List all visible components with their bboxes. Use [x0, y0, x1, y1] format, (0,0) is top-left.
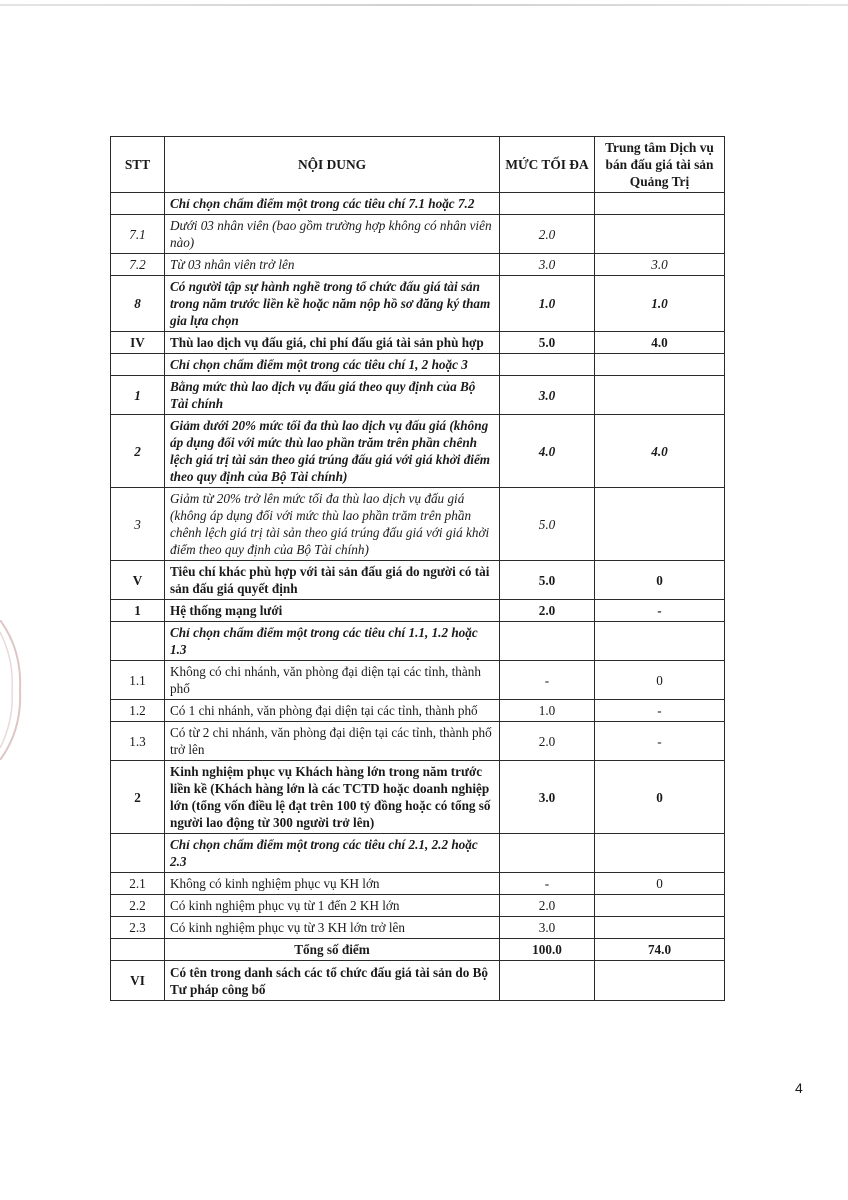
red-stamp-fragment-icon: [0, 620, 24, 760]
row-stt: 2.1: [111, 873, 165, 895]
section-vi-score: [595, 961, 725, 1001]
row-stt: 8: [111, 276, 165, 332]
row-center-score: 0: [595, 661, 725, 700]
row-center-score: [595, 488, 725, 561]
row-max-score: [500, 354, 595, 376]
row-stt: V: [111, 561, 165, 600]
row-center-score: [595, 834, 725, 873]
row-center-score: -: [595, 600, 725, 622]
section-vi-stt: VI: [111, 961, 165, 1001]
table-row: [111, 661, 725, 700]
header-muc-toi-da: MỨC TỐI ĐA: [500, 137, 595, 193]
section-vi-content: Có tên trong danh sách các tổ chức đấu giá tài sản do Bộ Tư pháp công bố: [165, 961, 500, 1001]
total-row: [111, 939, 725, 961]
row-stt: 2: [111, 761, 165, 834]
row-max-score: [500, 193, 595, 215]
row-center-score: [595, 917, 725, 939]
total-stt: [111, 939, 165, 961]
table-row: [111, 834, 725, 873]
section-vi-max: [500, 961, 595, 1001]
table-row: [111, 193, 725, 215]
row-max-score: -: [500, 661, 595, 700]
row-content: Thù lao dịch vụ đấu giá, chi phí đấu giá tài sản phù hợp: [165, 332, 500, 354]
scan-top-edge: [0, 4, 848, 6]
table-row: [111, 917, 725, 939]
row-stt: 3: [111, 488, 165, 561]
row-content: Có người tập sự hành nghề trong tổ chức đấu giá tài sản trong năm trước liền kề hoặc năm nộp hồ sơ đăng ký tham gia lựa chọn: [165, 276, 500, 332]
scoring-sheet: [110, 136, 725, 1001]
table-row: [111, 332, 725, 354]
total-score: 74.0: [595, 939, 725, 961]
table-row: [111, 354, 725, 376]
table-row: [111, 376, 725, 415]
table-row: [111, 276, 725, 332]
row-content: Không có kinh nghiệm phục vụ KH lớn: [165, 873, 500, 895]
page-number: 4: [795, 1080, 803, 1096]
row-stt: IV: [111, 332, 165, 354]
table-row: [111, 722, 725, 761]
row-max-score: 2.0: [500, 215, 595, 254]
row-center-score: [595, 622, 725, 661]
row-center-score: 0: [595, 561, 725, 600]
row-max-score: 5.0: [500, 488, 595, 561]
row-max-score: 2.0: [500, 722, 595, 761]
row-stt: [111, 834, 165, 873]
section-vi-row: [111, 961, 725, 1001]
table-row: [111, 895, 725, 917]
row-max-score: 3.0: [500, 376, 595, 415]
row-stt: 1.3: [111, 722, 165, 761]
row-max-score: 2.0: [500, 895, 595, 917]
row-stt: 1.2: [111, 700, 165, 722]
row-content: Hệ thống mạng lưới: [165, 600, 500, 622]
row-content: Chỉ chọn chấm điểm một trong các tiêu chí 7.1 hoặc 7.2: [165, 193, 500, 215]
row-max-score: 1.0: [500, 700, 595, 722]
row-stt: 2.2: [111, 895, 165, 917]
row-center-score: 4.0: [595, 415, 725, 488]
row-center-score: 3.0: [595, 254, 725, 276]
row-content: Tiêu chí khác phù hợp với tài sản đấu giá do người có tài sản đấu giá quyết định: [165, 561, 500, 600]
row-max-score: [500, 622, 595, 661]
table-row: [111, 761, 725, 834]
row-max-score: 5.0: [500, 561, 595, 600]
row-content: Có kinh nghiệm phục vụ từ 3 KH lớn trở lên: [165, 917, 500, 939]
row-content: Chỉ chọn chấm điểm một trong các tiêu chí 2.1, 2.2 hoặc 2.3: [165, 834, 500, 873]
table-body: [111, 193, 725, 939]
row-center-score: 0: [595, 761, 725, 834]
row-center-score: -: [595, 700, 725, 722]
row-content: Có từ 2 chi nhánh, văn phòng đại diện tại các tỉnh, thành phố trở lên: [165, 722, 500, 761]
header-trung-tam: Trung tâm Dịch vụ bán đấu giá tài sản Quảng Trị: [595, 137, 725, 193]
row-stt: 2: [111, 415, 165, 488]
row-content: Giảm dưới 20% mức tối đa thù lao dịch vụ đấu giá (không áp dụng đối với mức thù lao phần trăm trên phần chênh lệch giá trị tài sản theo giá trúng đấu giá với giá khởi điểm theo quy định của Bộ Tài chính): [165, 415, 500, 488]
row-max-score: 3.0: [500, 254, 595, 276]
table-row: [111, 215, 725, 254]
total-label: Tổng số điểm: [165, 939, 500, 961]
row-max-score: 3.0: [500, 917, 595, 939]
row-stt: 2.3: [111, 917, 165, 939]
row-stt: [111, 354, 165, 376]
row-stt: 7.2: [111, 254, 165, 276]
row-content: Bằng mức thù lao dịch vụ đấu giá theo quy định của Bộ Tài chính: [165, 376, 500, 415]
scoring-table: [110, 136, 725, 1001]
table-row: [111, 488, 725, 561]
row-stt: [111, 193, 165, 215]
table-row: [111, 622, 725, 661]
row-center-score: -: [595, 722, 725, 761]
row-stt: 1: [111, 600, 165, 622]
row-content: Dưới 03 nhân viên (bao gồm trường hợp không có nhân viên nào): [165, 215, 500, 254]
row-max-score: [500, 834, 595, 873]
row-content: Chỉ chọn chấm điểm một trong các tiêu chí 1.1, 1.2 hoặc 1.3: [165, 622, 500, 661]
row-stt: 7.1: [111, 215, 165, 254]
table-row: [111, 700, 725, 722]
row-center-score: 0: [595, 873, 725, 895]
row-content: Giảm từ 20% trở lên mức tối đa thù lao dịch vụ đấu giá (không áp dụng đối với mức thù lao phần trăm trên phần chênh lệch giá trị tài sản theo giá trúng đấu giá với giá khởi điểm theo quy định của Bộ Tài chính): [165, 488, 500, 561]
row-center-score: 1.0: [595, 276, 725, 332]
row-center-score: [595, 354, 725, 376]
row-content: Không có chi nhánh, văn phòng đại diện tại các tỉnh, thành phố: [165, 661, 500, 700]
row-content: Chỉ chọn chấm điểm một trong các tiêu chí 1, 2 hoặc 3: [165, 354, 500, 376]
row-center-score: [595, 376, 725, 415]
row-max-score: 3.0: [500, 761, 595, 834]
table-row: [111, 254, 725, 276]
row-content: Có 1 chi nhánh, văn phòng đại diện tại các tỉnh, thành phố: [165, 700, 500, 722]
row-max-score: 2.0: [500, 600, 595, 622]
row-center-score: 4.0: [595, 332, 725, 354]
row-content: Từ 03 nhân viên trở lên: [165, 254, 500, 276]
row-center-score: [595, 215, 725, 254]
row-stt: 1: [111, 376, 165, 415]
total-max: 100.0: [500, 939, 595, 961]
row-max-score: 5.0: [500, 332, 595, 354]
row-content: Kinh nghiệm phục vụ Khách hàng lớn trong năm trước liền kề (Khách hàng lớn là các TCTD hoặc doanh nghiệp lớn (tổng vốn điều lệ đạt trên 100 tỷ đồng hoặc có tổng số người lao động từ 300 người trở lên): [165, 761, 500, 834]
table-row: [111, 600, 725, 622]
row-stt: 1.1: [111, 661, 165, 700]
row-max-score: -: [500, 873, 595, 895]
header-stt: STT: [111, 137, 165, 193]
row-max-score: 4.0: [500, 415, 595, 488]
table-row: [111, 561, 725, 600]
header-noi-dung: NỘI DUNG: [165, 137, 500, 193]
table-header-row: [111, 137, 725, 193]
row-center-score: [595, 193, 725, 215]
row-max-score: 1.0: [500, 276, 595, 332]
table-row: [111, 415, 725, 488]
row-center-score: [595, 895, 725, 917]
row-content: Có kinh nghiệm phục vụ từ 1 đến 2 KH lớn: [165, 895, 500, 917]
table-row: [111, 873, 725, 895]
row-stt: [111, 622, 165, 661]
